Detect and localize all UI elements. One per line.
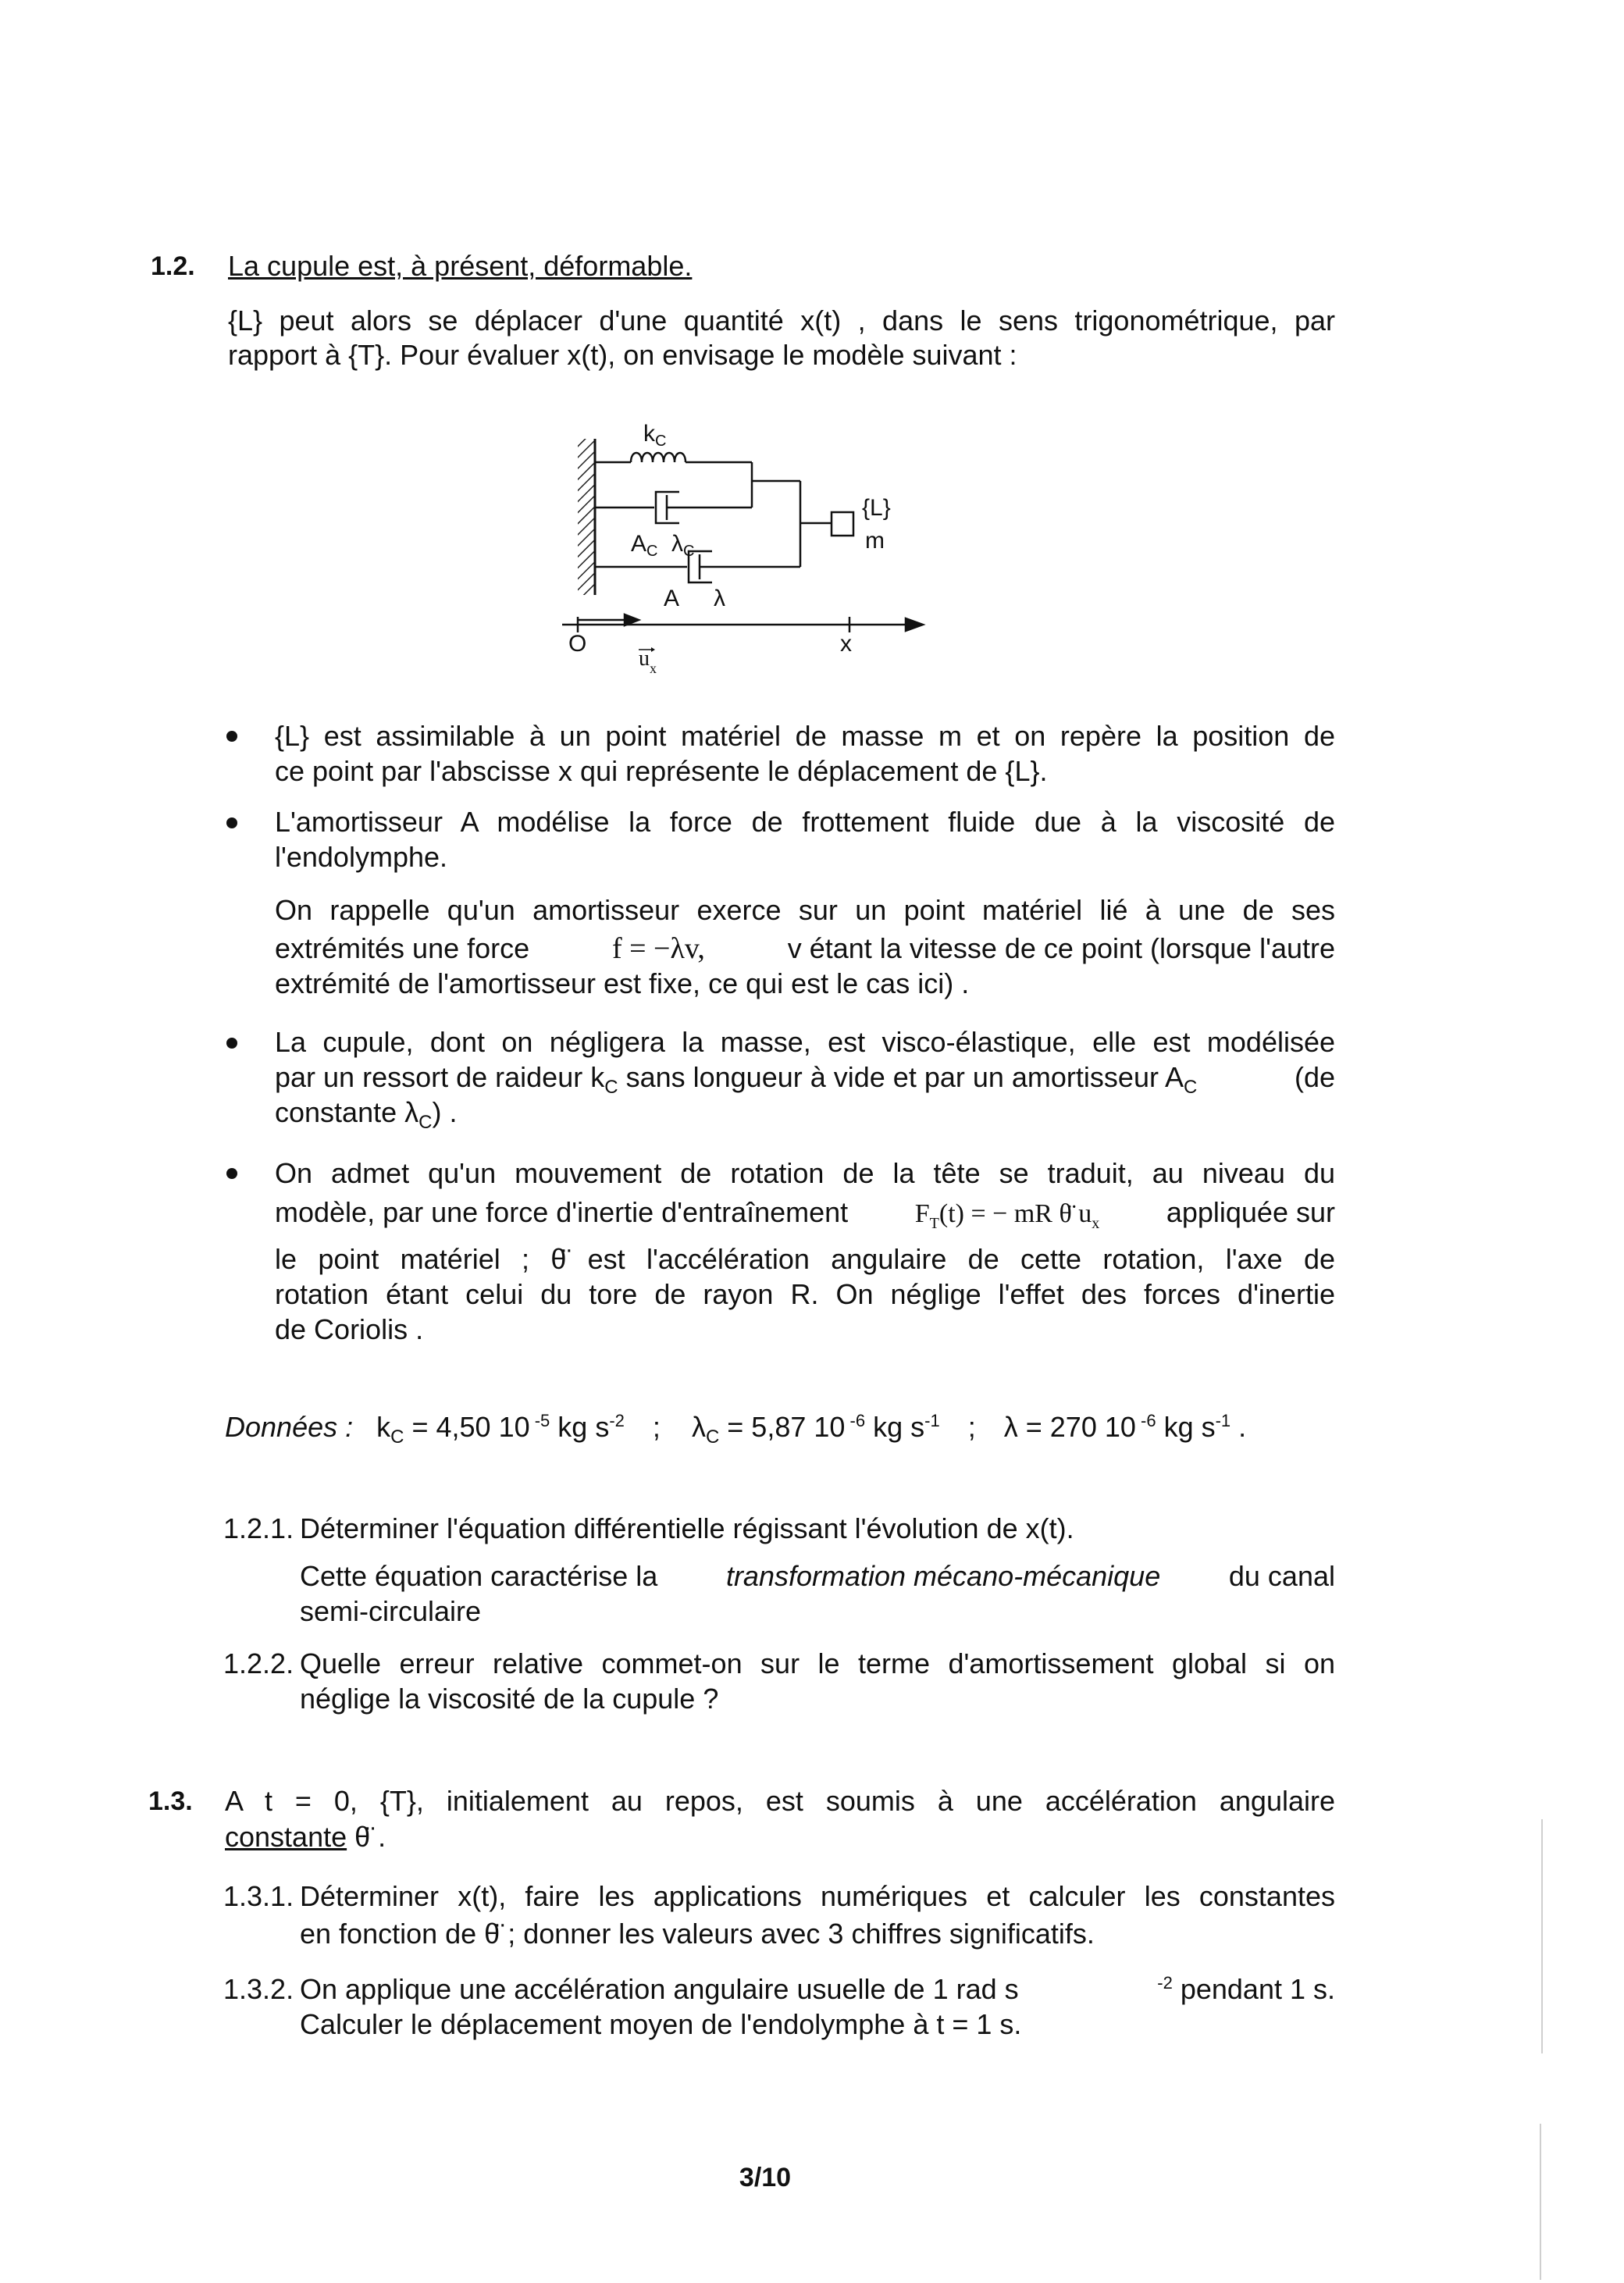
bullet-dot <box>226 1168 237 1179</box>
bullet-4-line-1: On admet qu'un mouvement de rotation de la tête se traduit, au niveau du <box>275 1157 1335 1189</box>
question-1-3-2-line-1: On applique une accélération angulaire usuelle de 1 rad s $^{-2}$ pendant 1 s. <box>300 1973 1335 2005</box>
connector-bar <box>752 481 832 567</box>
bullet-1-line-1: {L} est assimilable à un point matériel de masse m et on repère la position de <box>275 720 1335 752</box>
x-axis <box>562 614 923 632</box>
lambda-c-value: $\lambda_C = 5,87$ 10 $^{-6}$ kg $s^{-1}$ <box>691 1411 940 1448</box>
question-1-2-2-line-1: Quelle erreur relative commet-on sur le terme d'amortissement global si on <box>300 1647 1335 1679</box>
label-origin: O <box>568 631 587 657</box>
question-1-3-1-line-2: en fonction de θ̈ ; donner les valeurs avec 3 chiffres significatifs. <box>300 1918 1095 1950</box>
fixed-wall-hatching <box>578 439 595 595</box>
question-1-3-1-number: 1.3.1. <box>223 1880 294 1912</box>
scan-edge-line <box>1540 2124 1541 2280</box>
bullet-2-para-line-3: extrémité de l'amortisseur est fixe, ce qui est le cas ici) . <box>275 967 970 999</box>
intro-line-1: {L} peut alors se déplacer d'une quantité x(t) , dans le sens trigonométrique, par <box>228 305 1335 337</box>
damper-a <box>595 551 800 582</box>
question-1-3-2-number: 1.3.2. <box>223 1973 294 2005</box>
bullet-2-line-1: L'amortisseur A modélise la force de frottement fluide due à la viscosité de <box>275 806 1335 838</box>
bullet-dot <box>226 817 237 828</box>
section-1-3-line-2: constante θ̈ . <box>225 1821 386 1853</box>
question-1-2-1-number: 1.2.1. <box>223 1512 294 1544</box>
bullet-2-line-2: l'endolymphe. <box>275 841 448 873</box>
bullet-1-line-2: ce point par l'abscisse x qui représente le déplacement de {L}. <box>275 755 1048 787</box>
label-ac: $A_C$ <box>631 531 658 560</box>
label-L: {L} <box>862 495 891 521</box>
data-label: Données : <box>225 1411 354 1443</box>
bullet-4-line-4: rotation étant celui du tore de rayon R. On néglige l'effet des forces d'inertie <box>275 1278 1335 1310</box>
bullet-3-line-2: par un ressort de raideur $k_C$ sans longueur à vide et par un amortisseur $A_C$ (de <box>275 1061 1335 1099</box>
mechanical-model-diagram <box>562 406 929 679</box>
question-1-2-1-line-3: semi-circulaire <box>300 1595 482 1627</box>
data-line: Données : $k_C = 4,50$ 10 $^{-5}$ kg $s^{-2}$ ; $\lambda_C = 5,87$ 10 $^{-6}$ kg $s^{-1}$ ; λ = 270 10 $^{-6}$ kg $s^{-1}$ . <box>225 1411 1247 1448</box>
section-title-1-2: La cupule est, à présent, déformable. <box>228 250 693 282</box>
friction-force-formula: f = −λv, <box>611 932 705 965</box>
question-1-3-1-line-1: Déterminer x(t), faire les applications numériques et calculer les constantes <box>300 1880 1335 1912</box>
bullet-4-line-2: modèle, par une force d'inertie d'entraînement $F_T(t)$ = − mR θ̈ $u_x$ appliquée sur <box>275 1196 1335 1232</box>
label-kc: $k_C$ <box>643 421 667 450</box>
page-number: 3/10 <box>739 2163 792 2192</box>
bullet-4-line-5: de Coriolis . <box>275 1313 424 1345</box>
label-x: x <box>840 631 852 657</box>
mass-block <box>832 512 853 536</box>
damper-ac <box>595 481 752 523</box>
bullet-2-para-line-2: extrémités une force f = −λv, v étant la vitesse de ce point (lorsque l'autre <box>275 932 1335 965</box>
bullet-2-para-line-1: On rappelle qu'un amortisseur exerce sur un point matériel lié à une de ses <box>275 894 1335 926</box>
question-1-2-2-number: 1.2.2. <box>223 1647 294 1679</box>
intro-line-2: rapport à {T}. Pour évaluer x(t), on envisage le modèle suivant : <box>228 339 1017 371</box>
section-number-1-2: 1.2. <box>151 251 195 281</box>
label-m: m <box>865 528 885 554</box>
question-1-2-1-line-2: Cette équation caractérise la transformation mécano-mécanique du canal <box>300 1560 1335 1592</box>
bullet-dot <box>226 1038 237 1049</box>
label-ux: $u_x$ <box>639 646 657 676</box>
bullet-4-line-3: le point matériel ; θ̈ est l'accélération angulaire de cette rotation, l'axe de <box>275 1243 1335 1275</box>
question-1-2-2-line-2: néglige la viscosité de la cupule ? <box>300 1683 719 1715</box>
label-lambda: λ <box>714 586 725 611</box>
question-1-3-2-line-2: Calculer le déplacement moyen de l'endolymphe à t = 1 s. <box>300 2008 1022 2040</box>
scan-edge-line <box>1541 1819 1543 2053</box>
kc-value: $k_C = 4,50$ 10 $^{-5}$ kg $s^{-2}$ <box>376 1411 625 1448</box>
spring-kc <box>595 453 752 481</box>
section-1-3-line-1: A t = 0, {T}, initialement au repos, est soumis à une accélération angulaire <box>225 1785 1335 1817</box>
label-a: A <box>664 586 680 611</box>
bullet-dot <box>226 731 237 742</box>
inertia-force-formula: $F_T(t)$ = − mR θ̈ $u_x$ <box>914 1199 1100 1232</box>
question-1-2-1-line-1: Déterminer l'équation différentielle régissant l'évolution de x(t). <box>300 1512 1074 1544</box>
bullet-3-line-1: La cupule, dont on négligera la masse, est visco-élastique, elle est modélisée <box>275 1026 1335 1058</box>
section-number-1-3: 1.3. <box>148 1786 193 1816</box>
label-lambda-c: $\lambda_C$ <box>671 531 695 560</box>
bullet-3-line-3: constante $\lambda_C$) . <box>275 1096 458 1134</box>
lambda-value: λ = 270 10 $^{-6}$ kg $s^{-1}$ . <box>1003 1411 1247 1443</box>
